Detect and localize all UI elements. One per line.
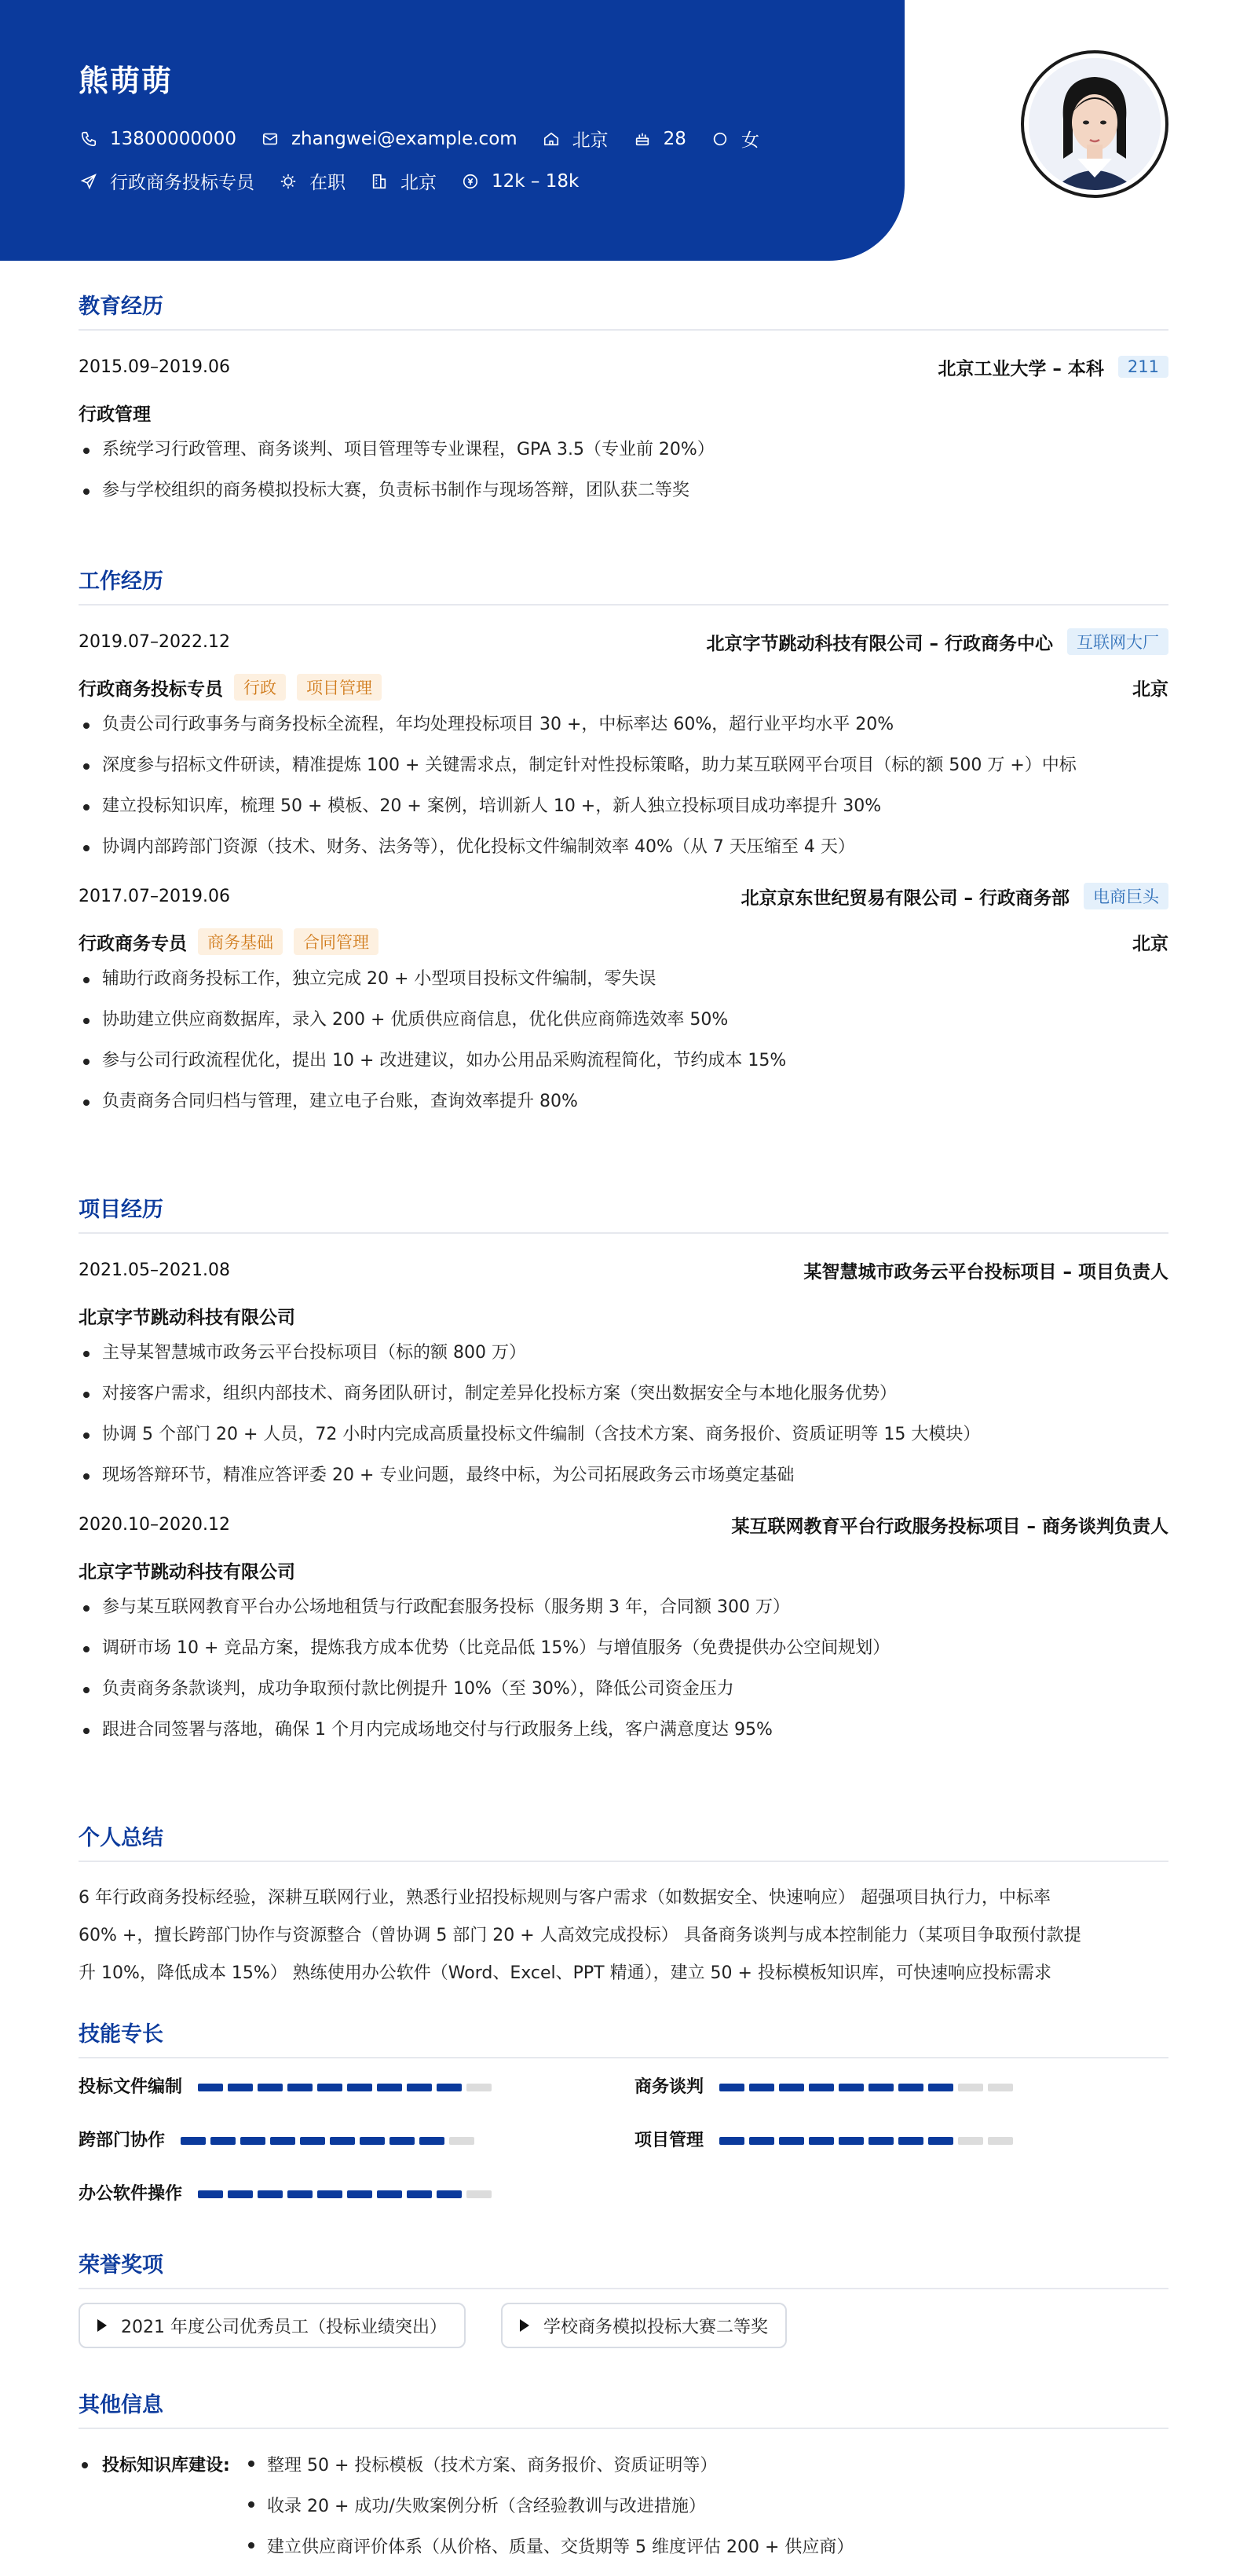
summary-text <box>79 1879 1168 1992</box>
skill-segment <box>317 2190 342 2198</box>
skill-segment <box>988 2137 1013 2145</box>
send-icon <box>79 171 99 192</box>
position-tag: 项目管理 <box>297 674 382 701</box>
cake-icon <box>632 129 653 149</box>
skill-segment <box>287 2190 313 2198</box>
contact-row <box>79 126 783 152</box>
summary-line: 升 10%，降低成本 15%） 熟练使用办公软件（Word、Excel、PPT 精通），建立 50 + 投标模板知识库，可快速响应投标需求 <box>79 1963 1051 1983</box>
salary-text: 12k – 18k <box>492 170 580 192</box>
skill-segment <box>419 2137 444 2145</box>
skill-item <box>634 2073 1018 2098</box>
skill-segment <box>330 2137 355 2145</box>
skill-segment <box>928 2137 953 2145</box>
skill-segment <box>270 2137 295 2145</box>
education-section <box>79 289 1168 511</box>
candidate-name: 熊萌萌 <box>79 64 174 98</box>
section-title: 技能专长 <box>79 2017 1168 2058</box>
skill-segment <box>898 2137 923 2145</box>
bullet-dot <box>82 2462 88 2468</box>
skill-segment <box>347 2190 372 2198</box>
skill-segment <box>407 2190 432 2198</box>
job-location: 北京 <box>1132 679 1168 700</box>
summary-line: 60% +，擅长跨部门协作与资源整合（曾协调 5 部门 20 + 人高效完成投标） 具备商务谈判与成本控制能力（某项目争取预付款提 <box>79 1926 1081 1945</box>
building-icon <box>369 171 389 192</box>
hometown-text: 北京 <box>572 130 609 151</box>
list-item: 深度参与招标文件研读，精准提炼 100 + 关键需求点，制定针对性投标策略，助力某互联网平台项目（标的额 500 万 +）中标 <box>79 745 1168 786</box>
skill-segment <box>839 2137 864 2145</box>
skill-segment <box>198 2084 223 2091</box>
list-item: 辅助行政商务投标工作，独立完成 20 + 小型项目投标文件编制，零失误 <box>79 959 1168 1000</box>
skill-segment <box>300 2137 325 2145</box>
phone-icon <box>79 129 99 149</box>
list-item: 负责商务条款谈判，成功争取预付款比例提升 10%（至 30%），降低公司资金压力 <box>79 1669 1168 1710</box>
job-position: 行政商务专员 <box>79 933 187 954</box>
list-item: 跟进合同签署与落地，确保 1 个月内完成场地交付与行政服务上线，客户满意度达 95% <box>79 1710 1168 1751</box>
company-tag: 互联网大厂 <box>1067 628 1168 655</box>
list-item: 系统学习行政管理、商务谈判、项目管理等专业课程，GPA 3.5（专业前 20%） <box>79 430 1168 470</box>
skill-level-bar <box>198 2076 496 2096</box>
skill-segment <box>240 2137 265 2145</box>
other-label: 投标知识库建设: <box>102 2456 230 2475</box>
gender-text: 女 <box>741 130 759 151</box>
edu-school: 北京工业大学 – 本科 <box>938 358 1104 379</box>
honor-card <box>79 2303 466 2348</box>
skill-level-bar <box>719 2129 1018 2150</box>
skill-segment <box>437 2190 462 2198</box>
job-company: 北京字节跳动科技有限公司 – 行政商务中心 <box>706 633 1053 654</box>
skill-name: 商务谈判 <box>634 2077 704 2097</box>
list-item: 现场答辩环节，精准应答评委 20 + 专业问题，最终中标，为公司拓展政务云市场奠定基础 <box>79 1455 1168 1496</box>
email-text: zhangwei@example.com <box>291 128 517 149</box>
skill-segment <box>719 2137 744 2145</box>
skill-name: 投标文件编制 <box>79 2077 183 2097</box>
work-section <box>79 564 1168 1122</box>
list-item: 建立供应商评价体系（从价格、质量、交货期等 5 维度评估 200 + 供应商） <box>245 2534 854 2558</box>
skill-level-bar <box>719 2076 1018 2096</box>
section-title: 其他信息 <box>79 2388 1168 2429</box>
list-item: 收录 20 + 成功/失败案例分析（含经验教训与改进措施） <box>245 2493 706 2517</box>
status-text: 在职 <box>309 173 346 193</box>
skill-segment <box>389 2137 415 2145</box>
status-icon <box>278 171 298 192</box>
skill-item <box>634 2127 1018 2151</box>
project-org: 北京字节跳动科技有限公司 <box>79 1561 295 1583</box>
avatar <box>1021 50 1168 198</box>
section-title: 个人总结 <box>79 1820 1168 1862</box>
honor-card <box>501 2303 787 2348</box>
gender-icon <box>710 129 730 149</box>
skill-segment <box>198 2190 223 2198</box>
project-bullets <box>79 1333 1168 1496</box>
skill-item <box>79 2073 496 2098</box>
skill-name: 跨部门协作 <box>79 2131 166 2150</box>
section-title: 项目经历 <box>79 1192 1168 1234</box>
honor-text: 2021 年度公司优秀员工（投标业绩突出） <box>121 2317 447 2337</box>
list-item: 对接客户需求，组织内部技术、商务团队研讨，制定差异化投标方案（突出数据安全与本地化服务优势） <box>79 1374 1168 1414</box>
skill-item <box>79 2127 479 2151</box>
list-item: 负责公司行政事务与商务投标全流程，年均处理投标项目 30 +，中标率达 60%，超行业平均水平 20% <box>79 704 1168 745</box>
skill-segment <box>437 2084 462 2091</box>
city-text: 北京 <box>400 173 437 193</box>
section-title: 工作经历 <box>79 564 1168 606</box>
skill-name: 办公软件操作 <box>79 2184 183 2204</box>
skill-segment <box>258 2084 283 2091</box>
skill-level-bar <box>198 2183 496 2203</box>
job-bullets <box>79 704 1168 868</box>
list-item: 协助建立供应商数据库，录入 200 + 优质供应商信息，优化供应商筛选效率 50% <box>79 1000 1168 1041</box>
other-section <box>79 2388 1168 2576</box>
skill-segment <box>407 2084 432 2091</box>
summary-section <box>79 1820 1168 1992</box>
projects-section <box>79 1192 1168 1751</box>
edu-date: 2015.09–2019.06 <box>79 357 230 377</box>
position-tag: 行政 <box>234 674 286 701</box>
skill-segment <box>377 2190 402 2198</box>
edu-tag: 211 <box>1118 356 1168 378</box>
skill-segment <box>258 2190 283 2198</box>
job-company: 北京京东世纪贸易有限公司 – 行政商务部 <box>741 887 1070 909</box>
list-item: 协调内部跨部门资源（技术、财务、法务等），优化投标文件编制效率 40%（从 7 天压缩至 4 天） <box>79 827 1168 868</box>
skill-segment <box>466 2084 492 2091</box>
skill-segment <box>287 2084 313 2091</box>
skill-segment <box>928 2084 953 2091</box>
play-icon <box>520 2319 529 2332</box>
position-tag: 商务基础 <box>198 928 283 955</box>
salary-icon <box>460 171 481 192</box>
section-title: 教育经历 <box>79 289 1168 331</box>
home-icon <box>541 129 561 149</box>
skill-segment <box>181 2137 206 2145</box>
honor-text: 学校商务模拟投标大赛二等奖 <box>543 2317 769 2337</box>
project-name: 某智慧城市政务云平台投标项目 – 项目负责人 <box>803 1261 1168 1283</box>
skill-segment <box>210 2137 236 2145</box>
skill-segment <box>347 2084 372 2091</box>
skill-segment <box>317 2084 342 2091</box>
edu-bullets <box>79 430 1168 511</box>
skill-segment <box>809 2084 834 2091</box>
list-item: 协调 5 个部门 20 + 人员，72 小时内完成高质量投标文件编制（含技术方案、商务报价、资质证明等 15 大模块） <box>79 1414 1168 1455</box>
age-text: 28 <box>663 128 686 149</box>
skill-level-bar <box>181 2129 479 2150</box>
job-position: 行政商务投标专员 <box>79 679 223 700</box>
project-date: 2020.10–2020.12 <box>79 1514 230 1535</box>
section-title: 荣誉奖项 <box>79 2248 1168 2289</box>
skill-segment <box>809 2137 834 2145</box>
skill-segment <box>360 2137 385 2145</box>
list-item: 参与公司行政流程优化，提出 10 + 改进建议，如办公用品采购流程简化，节约成本 15% <box>79 1041 1168 1081</box>
phone-text: 13800000000 <box>110 128 236 149</box>
list-item: 整理 50 + 投标模板（技术方案、商务报价、资质证明等） <box>245 2452 717 2476</box>
mail-icon <box>260 129 280 149</box>
skill-segment <box>869 2137 894 2145</box>
skills-section <box>79 2017 1168 2221</box>
skill-segment <box>779 2137 804 2145</box>
skill-segment <box>958 2084 983 2091</box>
list-item: 参与某互联网教育平台办公场地租赁与行政配套服务投标（服务期 3 年，合同额 300 万） <box>79 1587 1168 1628</box>
company-tag: 电商巨头 <box>1084 883 1168 909</box>
project-bullets <box>79 1587 1168 1751</box>
job-date: 2017.07–2019.06 <box>79 886 230 906</box>
skill-segment <box>466 2190 492 2198</box>
skill-segment <box>839 2084 864 2091</box>
skill-segment <box>779 2084 804 2091</box>
play-icon <box>97 2319 107 2332</box>
skill-item <box>79 2180 496 2205</box>
project-org: 北京字节跳动科技有限公司 <box>79 1307 295 1328</box>
intent-row <box>79 168 602 194</box>
honors-section <box>79 2248 1168 2358</box>
list-item: 负责商务合同归档与管理，建立电子台账，查询效率提升 80% <box>79 1081 1168 1122</box>
list-item: 主导某智慧城市政务云平台投标项目（标的额 800 万） <box>79 1333 1168 1374</box>
skill-segment <box>449 2137 474 2145</box>
skill-segment <box>749 2137 774 2145</box>
list-item: 调研市场 10 + 竞品方案，提炼我方成本优势（比竞品低 15%）与增值服务（免费提供办公空间规划） <box>79 1628 1168 1669</box>
skill-segment <box>869 2084 894 2091</box>
skill-segment <box>898 2084 923 2091</box>
skill-segment <box>228 2084 253 2091</box>
job-location: 北京 <box>1132 933 1168 954</box>
job-bullets <box>79 959 1168 1122</box>
skill-segment <box>958 2137 983 2145</box>
list-item: 建立投标知识库，梳理 50 + 模板、20 + 案例，培训新人 10 +，新人独立投标项目成功率提升 30% <box>79 786 1168 827</box>
skill-segment <box>749 2084 774 2091</box>
skill-segment <box>228 2190 253 2198</box>
summary-line: 6 年行政商务投标经验，深耕互联网行业，熟悉行业招投标规则与客户需求（如数据安全、快速响应） 超强项目执行力，中标率 <box>79 1888 1051 1908</box>
job-intent-text: 行政商务投标专员 <box>110 173 254 193</box>
skill-segment <box>719 2084 744 2091</box>
project-date: 2021.05–2021.08 <box>79 1260 230 1280</box>
position-tag: 合同管理 <box>294 928 378 955</box>
list-item: 参与学校组织的商务模拟投标大赛，负责标书制作与现场答辩，团队获二等奖 <box>79 470 1168 511</box>
edu-major: 行政管理 <box>79 404 151 425</box>
skill-segment <box>988 2084 1013 2091</box>
project-name: 某互联网教育平台行政服务投标项目 – 商务谈判负责人 <box>731 1516 1168 1537</box>
job-date: 2019.07–2022.12 <box>79 631 230 652</box>
skill-name: 项目管理 <box>634 2131 704 2150</box>
skill-segment <box>377 2084 402 2091</box>
